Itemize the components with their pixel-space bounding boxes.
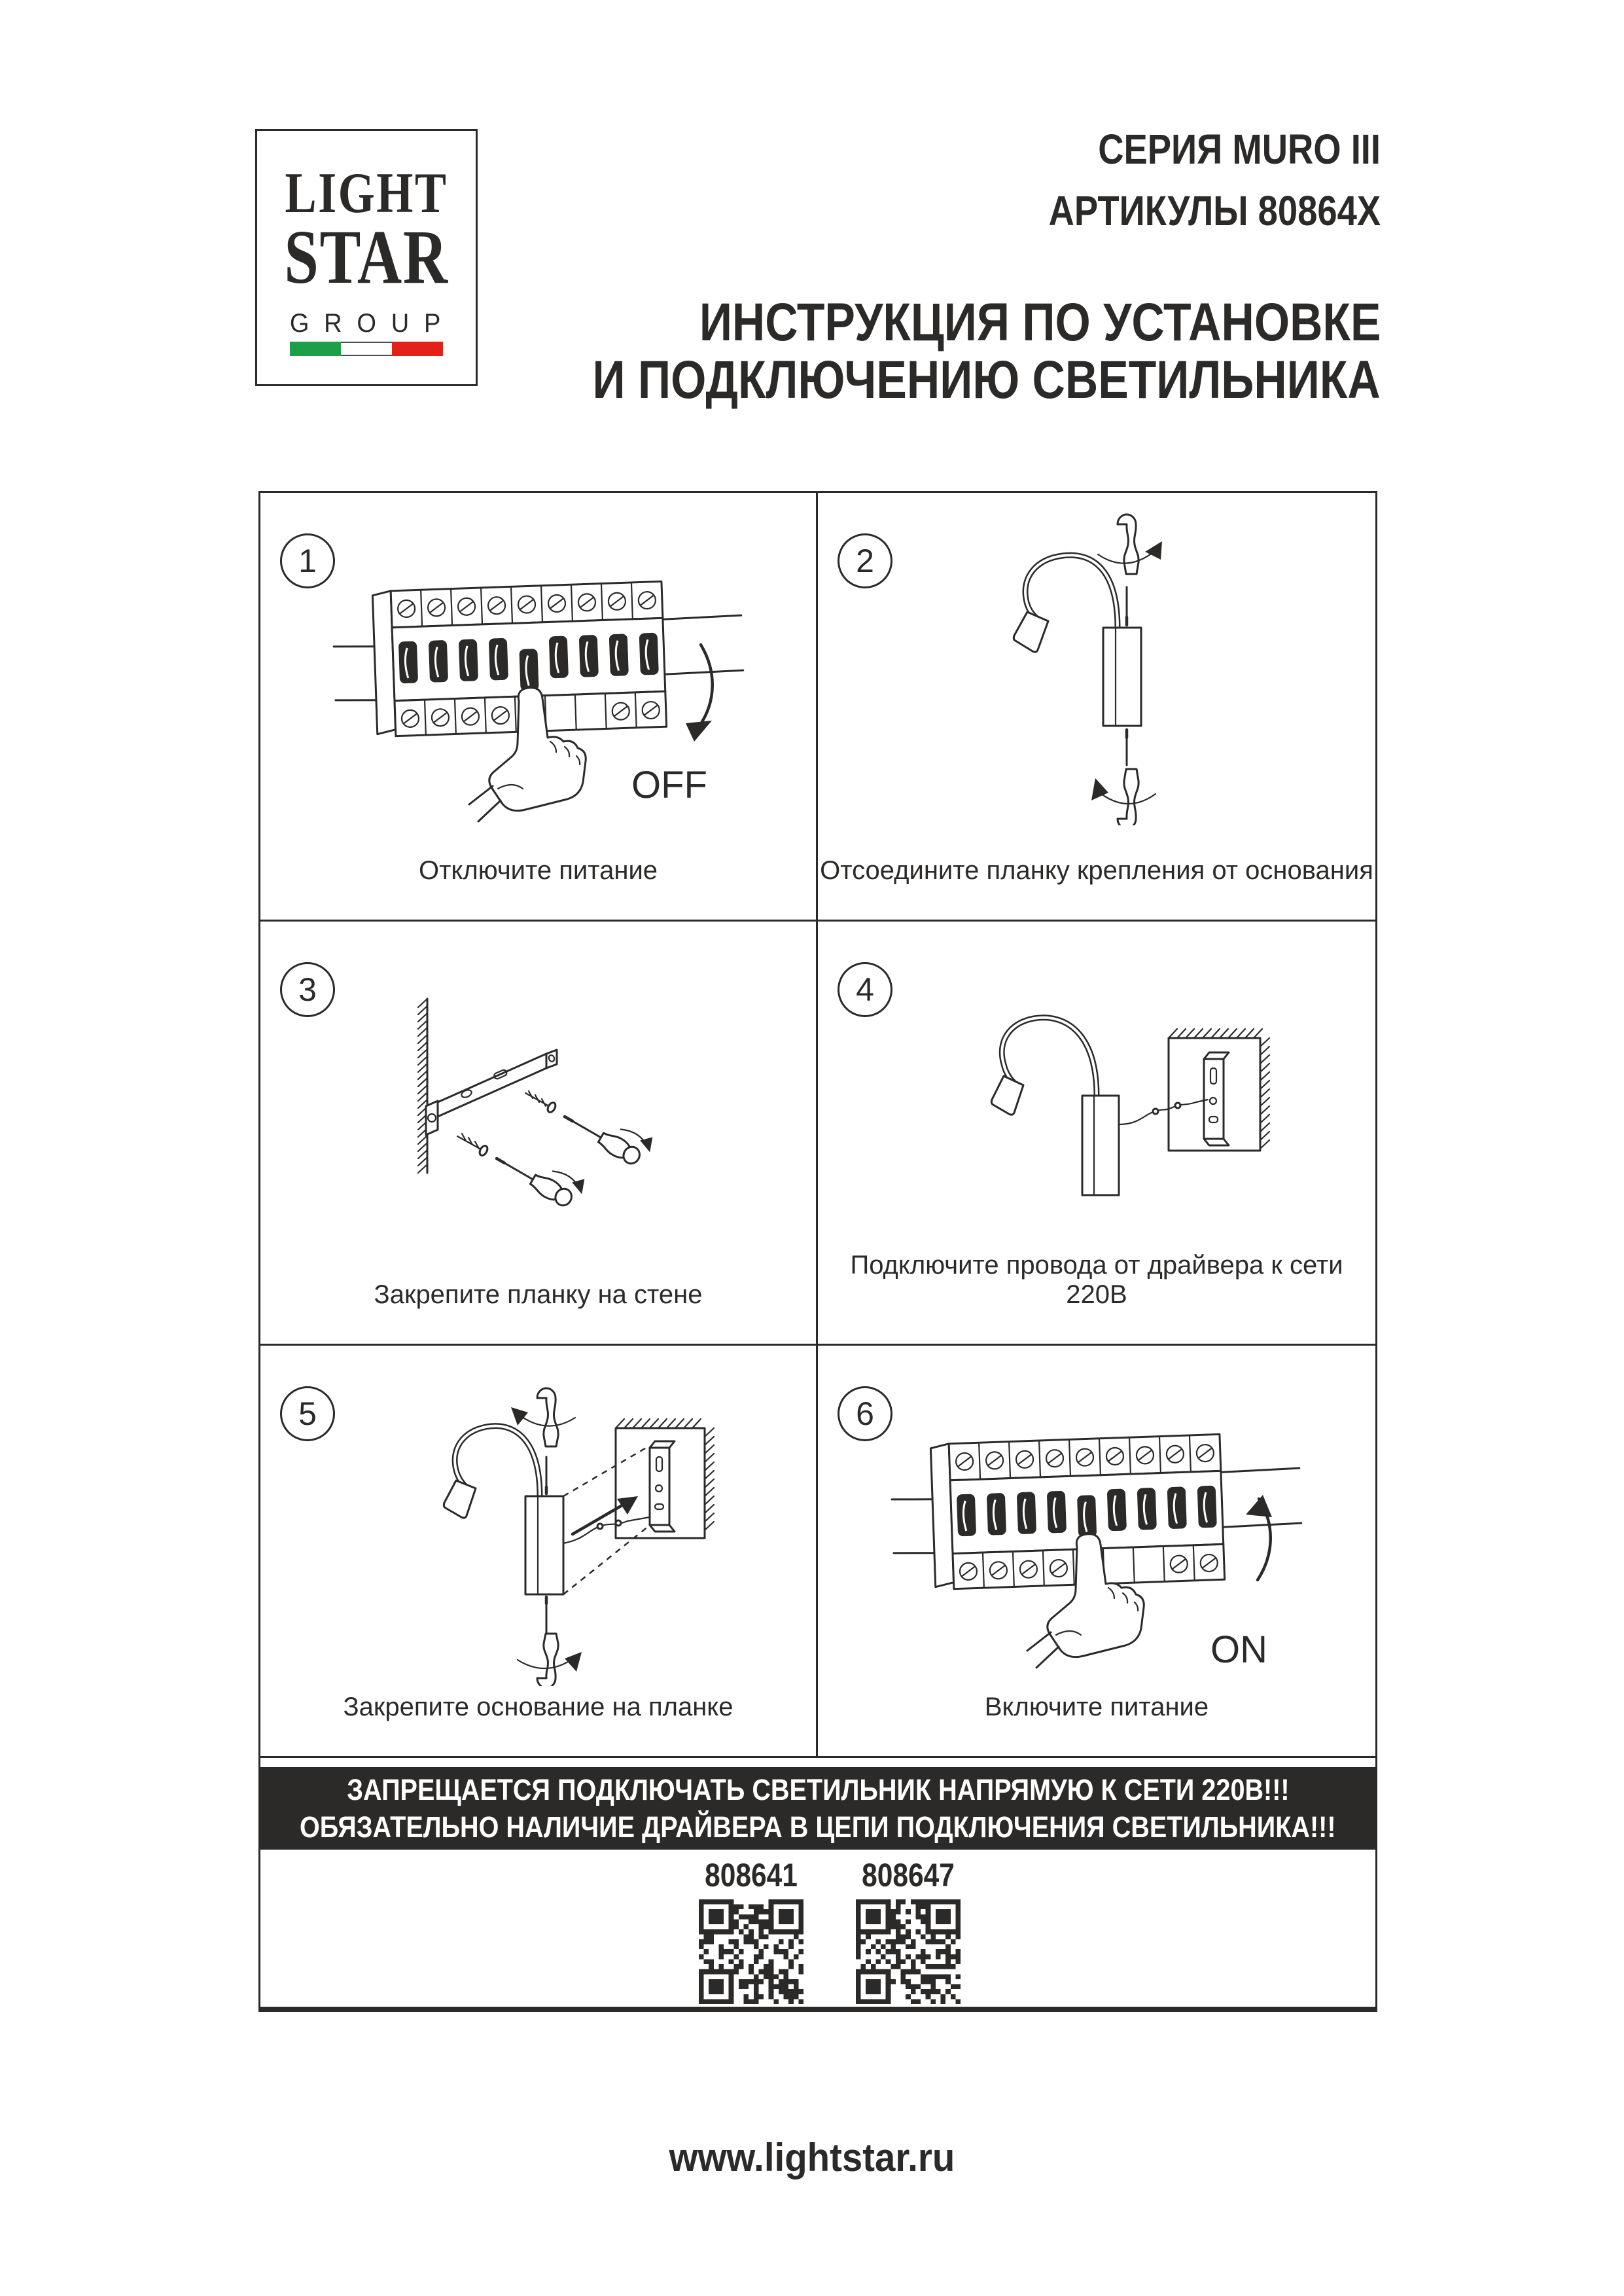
step-illustration-detach-bracket bbox=[887, 511, 1306, 825]
step-cell-3 bbox=[260, 922, 818, 1346]
step-number-badge bbox=[280, 962, 335, 1017]
qr-code-label: 808641 bbox=[705, 1857, 798, 1893]
step-cell-6 bbox=[818, 1346, 1375, 1758]
step-illustration-connect-wires bbox=[887, 967, 1306, 1282]
step-number-badge bbox=[838, 1386, 892, 1441]
header-title-line1: ИНСТРУКЦИЯ ПО УСТАНОВКЕ bbox=[699, 293, 1381, 352]
step-number: 1 bbox=[298, 543, 317, 579]
header-articles: АРТИКУЛЫ 80864X bbox=[1048, 187, 1381, 234]
italian-flag bbox=[290, 342, 443, 356]
step-caption: Закрепите основание на планке bbox=[343, 1693, 733, 1721]
warning-line-2: ОБЯЗАТЕЛЬНО НАЛИЧИЕ ДРАЙВЕРА В ЦЕПИ ПОДКЛЮЧЕНИЯ СВЕТИЛЬНИКА!!! bbox=[300, 1810, 1336, 1844]
step-number: 3 bbox=[298, 971, 317, 1008]
off-label: OFF bbox=[631, 764, 707, 806]
step-cell-4 bbox=[818, 922, 1375, 1346]
qr-section bbox=[260, 1850, 1375, 2007]
flag-red-stripe bbox=[392, 342, 443, 356]
warning-banner bbox=[260, 1767, 1375, 1850]
step-number-badge bbox=[838, 533, 892, 588]
step-number-badge bbox=[838, 962, 892, 1017]
logo-group-text: GROUP bbox=[289, 309, 456, 338]
step-cell-2 bbox=[818, 493, 1375, 922]
grid-banner-gap bbox=[260, 1758, 1375, 1767]
step-number-badge bbox=[280, 533, 335, 588]
step-illustration-breaker-on bbox=[887, 1382, 1306, 1696]
step-caption: Отсоедините планку крепления от основания bbox=[820, 856, 1373, 885]
step-caption: Включите питание bbox=[984, 1693, 1209, 1721]
flag-green-stripe bbox=[290, 342, 341, 356]
logo-light-text: LIGHT bbox=[285, 162, 448, 225]
qr-code-label: 808647 bbox=[862, 1857, 955, 1893]
step-caption: Закрепите планку на стене bbox=[374, 1280, 703, 1309]
step-caption: Подключите провода от драйвера к сети 220В bbox=[850, 1251, 1343, 1309]
logo-star-text: STAR bbox=[284, 214, 449, 300]
step-number: 6 bbox=[856, 1395, 874, 1432]
header-title-line2: И ПОДКЛЮЧЕНИЮ СВЕТИЛЬНИКА bbox=[592, 350, 1381, 410]
step-number: 2 bbox=[856, 543, 874, 579]
step-cell-1 bbox=[260, 493, 818, 922]
step-illustration-mount-bracket bbox=[329, 965, 748, 1279]
warning-line-1: ЗАПРЕЩАЕТСЯ ПОДКЛЮЧАТЬ СВЕТИЛЬНИК НАПРЯМУЮ К СЕТИ 220В!!! bbox=[346, 1773, 1290, 1806]
flag-white-stripe bbox=[341, 342, 392, 356]
lightstar-logo bbox=[255, 129, 478, 386]
step-illustration-breaker-off bbox=[329, 529, 748, 844]
website-url: www.lightstar.ru bbox=[669, 2136, 955, 2179]
qr-code bbox=[856, 1899, 961, 2004]
qr-item bbox=[692, 1859, 810, 2007]
step-number-badge bbox=[280, 1386, 335, 1441]
instruction-table bbox=[258, 491, 1377, 2012]
step-caption: Отключите питание bbox=[418, 856, 658, 885]
step-illustration-fix-base bbox=[329, 1372, 748, 1686]
step-number: 5 bbox=[298, 1395, 317, 1432]
qr-code bbox=[699, 1899, 803, 2004]
header-series: СЕРИЯ MURO III bbox=[1098, 126, 1381, 173]
on-label: ON bbox=[1210, 1628, 1267, 1671]
steps-grid bbox=[260, 493, 1375, 1758]
step-number: 4 bbox=[856, 971, 874, 1008]
step-cell-5 bbox=[260, 1346, 818, 1758]
qr-item bbox=[849, 1859, 967, 2007]
